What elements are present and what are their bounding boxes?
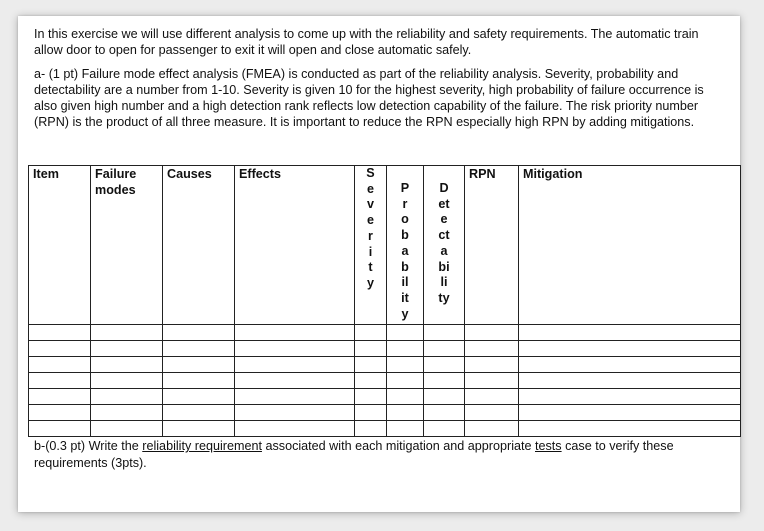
table-cell xyxy=(29,421,91,437)
table-cell xyxy=(235,373,355,389)
table-cell xyxy=(91,341,163,357)
table-cell xyxy=(355,373,387,389)
table-cell xyxy=(29,373,91,389)
table-cell xyxy=(465,325,519,341)
table-cell xyxy=(29,341,91,357)
header-causes: Causes xyxy=(163,166,235,325)
table-cell xyxy=(519,357,741,373)
table-row xyxy=(29,357,741,373)
table-cell xyxy=(424,421,465,437)
part-b-middle: associated with each mitigation and appropriate xyxy=(261,439,535,453)
table-cell xyxy=(519,389,741,405)
table-cell xyxy=(519,373,741,389)
table-cell xyxy=(163,341,235,357)
table-cell xyxy=(91,389,163,405)
table-cell xyxy=(163,373,235,389)
header-probability-text: P r o b a b il it y xyxy=(400,181,410,321)
table-cell xyxy=(91,373,163,389)
part-b-suffix: case to verify these requirements (3pts). xyxy=(34,439,674,470)
table-cell xyxy=(465,373,519,389)
header-detectability-text: D et e ct a bi li ty xyxy=(438,181,450,305)
table-cell xyxy=(387,341,424,357)
table-cell xyxy=(424,405,465,421)
table-cell xyxy=(235,405,355,421)
table-cell xyxy=(355,421,387,437)
table-cell xyxy=(424,341,465,357)
table-cell xyxy=(424,357,465,373)
header-effects: Effects xyxy=(235,166,355,325)
table-cell xyxy=(465,357,519,373)
table-cell xyxy=(355,389,387,405)
table-cell xyxy=(91,325,163,341)
table-cell xyxy=(519,341,741,357)
part-a-paragraph: a- (1 pt) Failure mode effect analysis (FMEA) is conducted as part of the reliability analysis. Severity, probability and detectability are a number from 1-10. Severity is given 10 for the highest severity, high probability of failure occurrence is also given high number and a high detection rank reflects low detection capability of the failure. The risk priority number (RPN) is the product of all three measure. It is important to reduce the RPN especially high RPN by adding mitigations. xyxy=(34,67,704,129)
table-cell xyxy=(163,389,235,405)
table-cell xyxy=(424,389,465,405)
table-row xyxy=(29,421,741,437)
fmea-table xyxy=(28,165,741,437)
table-row xyxy=(29,405,741,421)
table-cell xyxy=(163,357,235,373)
table-cell xyxy=(355,357,387,373)
table-row xyxy=(29,341,741,357)
part-b-prefix: b-(0.3 pt) Write the xyxy=(34,439,143,453)
header-probability xyxy=(387,166,424,325)
table-cell xyxy=(424,325,465,341)
table-cell xyxy=(387,405,424,421)
table-cell xyxy=(235,357,355,373)
table-cell xyxy=(465,341,519,357)
table-cell xyxy=(355,325,387,341)
table-cell xyxy=(29,405,91,421)
intro-paragraph: In this exercise we will use different analysis to come up with the reliability and safety requirements. The automatic train allow door to open for passenger to exit it will open and close automatic safely. xyxy=(34,27,699,57)
table-cell xyxy=(465,405,519,421)
table-cell xyxy=(465,421,519,437)
table-cell xyxy=(235,421,355,437)
table-cell xyxy=(465,389,519,405)
table-cell xyxy=(424,373,465,389)
table-cell xyxy=(519,421,741,437)
table-cell xyxy=(235,341,355,357)
document-body xyxy=(34,26,724,130)
table-body xyxy=(29,325,741,437)
table-cell xyxy=(519,325,741,341)
table-cell xyxy=(29,389,91,405)
header-detectability xyxy=(424,166,465,325)
table-cell xyxy=(355,405,387,421)
table-cell xyxy=(163,325,235,341)
table-cell xyxy=(29,357,91,373)
table-row xyxy=(29,325,741,341)
tests-text: tests xyxy=(535,439,562,453)
table-row xyxy=(29,389,741,405)
reliability-requirement-text: reliability requirement xyxy=(142,439,262,453)
table-cell xyxy=(91,421,163,437)
header-rpn: RPN xyxy=(465,166,519,325)
table-cell xyxy=(235,389,355,405)
document-page xyxy=(18,16,740,512)
table-cell xyxy=(387,389,424,405)
header-severity-text: S e v e r i t y xyxy=(366,166,375,290)
table-cell xyxy=(91,357,163,373)
table-header-row xyxy=(29,166,741,325)
table-cell xyxy=(387,421,424,437)
table-cell xyxy=(235,325,355,341)
header-failure-modes: Failure modes xyxy=(91,166,163,325)
header-mitigation: Mitigation xyxy=(519,166,741,325)
table-cell xyxy=(163,421,235,437)
table-cell xyxy=(387,325,424,341)
table-cell xyxy=(163,405,235,421)
table-row xyxy=(29,373,741,389)
table-cell xyxy=(355,341,387,357)
table-cell xyxy=(519,405,741,421)
table-cell xyxy=(387,373,424,389)
table-cell xyxy=(29,325,91,341)
table-cell xyxy=(387,357,424,373)
table-cell xyxy=(91,405,163,421)
part-b-paragraph xyxy=(34,438,724,472)
header-item: Item xyxy=(29,166,91,325)
header-severity xyxy=(355,166,387,325)
